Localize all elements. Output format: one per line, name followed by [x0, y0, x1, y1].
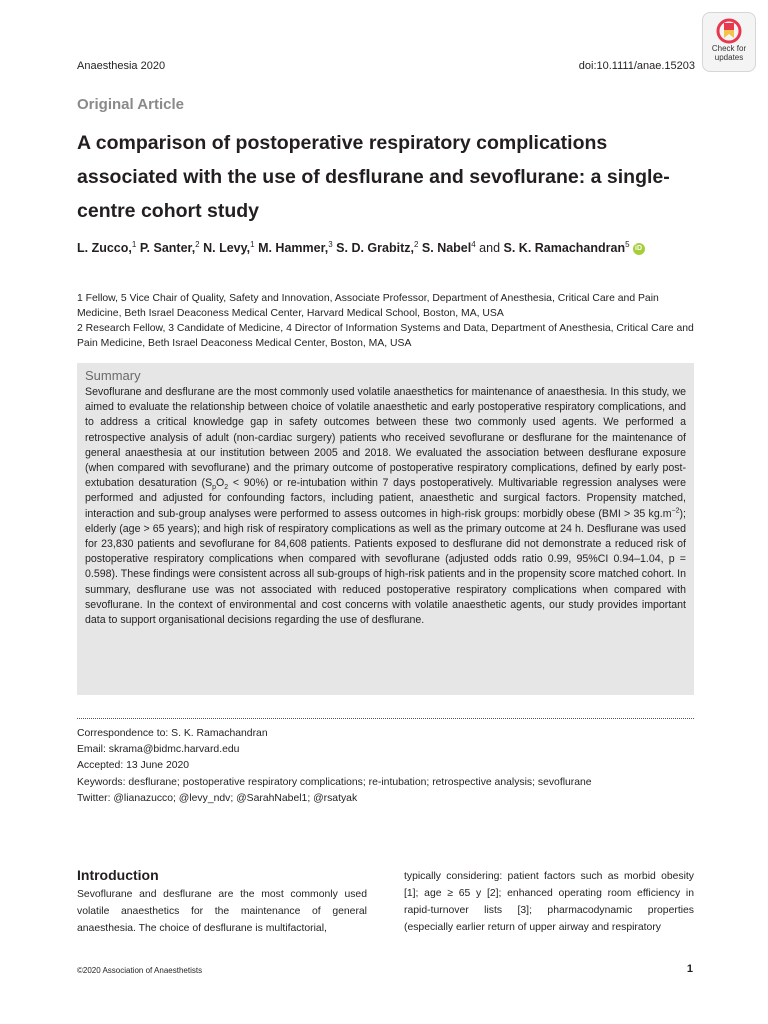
affil-ref: 3 [328, 239, 333, 249]
affiliation-line: 1 Fellow, 5 Vice Chair of Quality, Safety and Innovation, Associate Professor, Department of Anesthesia, Critical Care and Pain Medicine, Beth Israel Deaconess Medical Center, Harvard Medical School, Boston, MA, USA [77, 293, 659, 319]
affil-ref: 2 [195, 239, 200, 249]
summary-o: O [216, 477, 225, 490]
intro-column-left: Sevoflurane and desflurane are the most commonly used volatile anaesthetics for the maintenance of general anaesthesia. The choice of desflurane is multifactorial, [77, 889, 367, 934]
doi-link[interactable]: doi:10.1111/anae.15203 [578, 60, 695, 72]
affil-ref: 1 [250, 239, 255, 249]
affiliation-line: 2 Research Fellow, 3 Candidate of Medicine, 4 Director of Information Systems and Data, Department of Anesthesia, Critical Care and Pain Medicine, Beth Israel Deaconess Medical Center, Boston, MA, USA [77, 323, 694, 349]
affil-ref: 2 [413, 239, 419, 249]
accepted-date: Accepted: 13 June 2020 [77, 760, 190, 772]
badge-label-line1: Check for [711, 44, 747, 53]
author-name[interactable]: S. K. Ramachandran [503, 241, 626, 255]
summary-part: ); elderly (age > 65 years); and high risk of respiratory complications as well as the primary outcome at 24 h. Desflurane was used for 23,830 patients and sevoflurane for 84,608 patients. Patients exposed to desflurane did not demonstrate a reduced risk of postoperative respiratory complications when compared with sevoflurane (adjusted odds ratio 0.99, 95%CI 0.94–1.04, p = 0.598). These findings were consistent across all sub-groups of high-risk patients and in the propensity score matched cohort. In summary, desflurane use was not associated with reduced postoperative respiratory complications when compared with sevoflurane. In the context of environmental and cost concerns with volatile anaesthetic agents, our study provides important data to support organisational decisions regarding the use of desflurane. [85, 507, 686, 627]
author-name[interactable]: P. Santer, [139, 241, 196, 255]
copyright: ©2020 Association of Anaesthetists [77, 966, 203, 975]
summary-text [85, 385, 686, 628]
dotted-divider [77, 718, 694, 719]
article-title: A comparison of postoperative respiratory complications associated with the use of desflurane and sevoflurane: a single-centre cohort study [77, 132, 670, 222]
twitter-handles[interactable]: Twitter: @lianazucco; @levy_ndv; @SarahNabel1; @rsatyak [77, 792, 358, 804]
affil-ref: 5 [625, 239, 630, 249]
page-number: 1 [686, 963, 693, 975]
author-name[interactable]: S. Nabel [421, 241, 472, 255]
affiliations [77, 291, 697, 351]
journal-name: Anaesthesia 2020 [77, 60, 166, 72]
introduction-heading: Introduction [77, 867, 159, 883]
author-list [77, 238, 697, 258]
orcid-icon[interactable]: iD [633, 243, 645, 255]
author-name[interactable]: S. D. Grabitz, [336, 241, 414, 255]
author-name[interactable]: L. Zucco, [77, 241, 132, 255]
correspondence: Correspondence to: S. K. Ramachandran [77, 728, 268, 739]
subscript-2: 2 [224, 484, 229, 492]
article-type: Original Article [77, 96, 184, 113]
summary-heading: Summary [85, 368, 141, 383]
summary-box [77, 363, 694, 695]
author-name[interactable]: N. Levy, [203, 241, 251, 255]
email[interactable]: Email: skrama@bidmc.harvard.edu [77, 744, 240, 756]
keywords: Keywords: desflurane; postoperative respiratory complications; re-intubation; retrospective analysis; sevoflurane [77, 776, 592, 788]
affil-ref: 4 [471, 239, 476, 249]
authors-and: and [479, 241, 501, 255]
superscript-minus-2: −2 [671, 507, 680, 515]
author-name[interactable]: M. Hammer, [258, 241, 329, 255]
article-metadata [77, 726, 697, 807]
affil-ref: 1 [131, 239, 137, 249]
summary-part: Sevoflurane and desflurane are the most commonly used volatile anaesthetics for maintenance of anaesthesia. In this study, we aimed to evaluate the relationship between choice of volatile anaesthetic and early postoperative respiratory complications, and to address a critical knowledge gap in safety outcomes between these two commonly used agents. We performed a retrospective analysis of adult (non-cardiac surgery) patients who received sevoflurane or desflurane for the maintenance of general anaesthesia at our institution between 2005 and 2018. We evaluated the association between desflurane exposure (when compared with sevoflurane) and the primary outcome of postoperative respiratory complications, defined by early post-extubation desaturation (S [85, 386, 686, 490]
bookmark-icon [716, 18, 742, 44]
intro-column-right: typically considering: patient factors such as morbid obesity [1]; age ≥ 65 y [2]; enhanced operating room efficiency in rapid-turnover lists [3]; pharmacodynamic properties (especially earlier return of upper airway and respiratory [404, 871, 694, 933]
badge-label-line2: updates [714, 53, 744, 62]
summary-part: < 90%) or re-intubation within 7 days postoperatively. Multivariable regression analyses were performed and adjusted for confounding factors, including patient, anaesthetic and surgical factors. Propensity matched, interaction and sub-group analyses were performed to assess outcomes in high-risk groups: morbidly obese (BMI > 35 kg.m [85, 477, 686, 520]
subscript-p: p [212, 484, 217, 492]
check-for-updates-badge[interactable] [702, 12, 756, 72]
